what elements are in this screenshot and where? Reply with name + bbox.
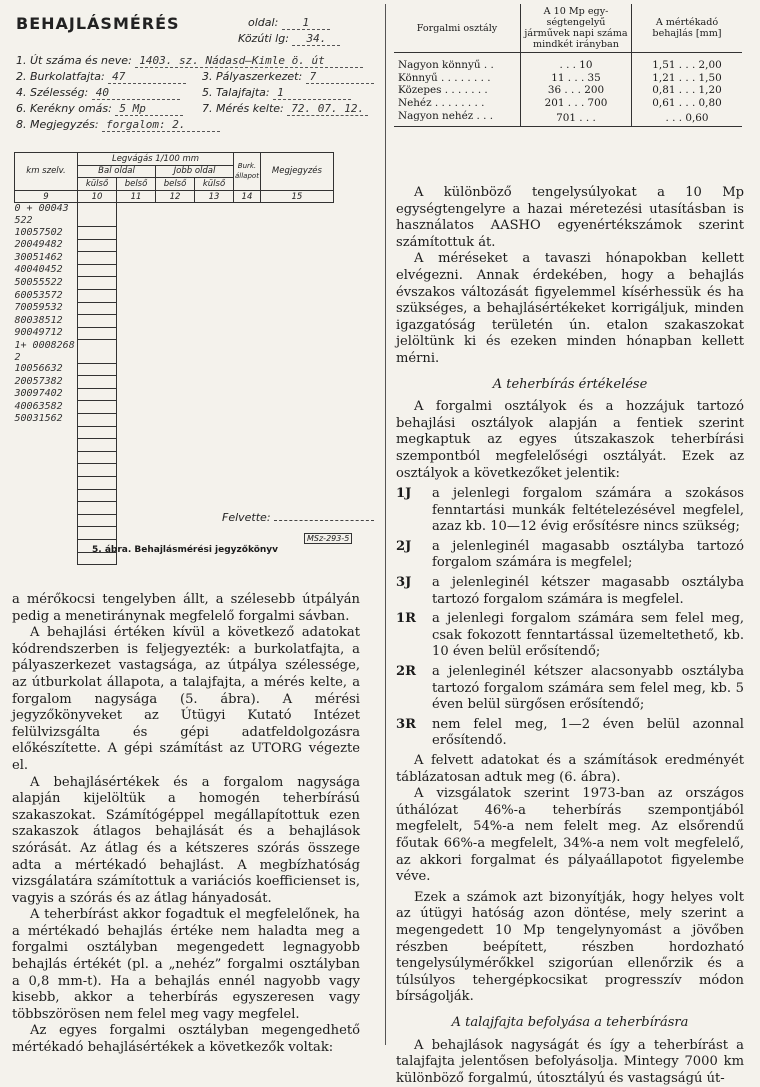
km-header: km szelv. [15,153,78,191]
grid-cell: 56 [33,363,45,375]
recorded-by: Felvette: [222,511,374,524]
paragraph: A felvett adatokat és a számítások eredményét táblázatosan adtuk meg (6. ábra). [396,753,744,786]
grid-row [15,401,334,414]
grid-row [15,290,334,303]
district-field: Közúti lg: 34. [238,32,340,46]
right-side-header: Jobb oldal [156,165,234,178]
paragraph: A vizsgálatok szerint 1973-ban az országos úthálózat 46%-a teherbírás szempontjából megfelelt, 54%-a nem felelt meg. Az elsőrendű főutak 66%-a megfelelt, 34%-a nem volt megfelelő, az akkori forgalmat és pályaállapotot figyelembe véve. [396,786,744,886]
grid-cell: 63 [33,401,45,413]
grid-cell [78,426,117,439]
table-row: Nagyon könnyű . . . . . 10 1,51 . . . 2,00 [394,53,742,72]
grid-cell [78,227,117,240]
km-cell: 400 [15,264,33,276]
grid-cell [78,514,117,527]
paragraph: a mérőkocsi tengelyben állt, a szélesebb útpályán pedig a menetiránynak megfelelő forgalmi sávban. [12,592,360,625]
grid-cell [78,464,117,477]
grid-cell [78,413,117,426]
grid-row [15,376,334,389]
grid-row [15,413,334,426]
grid-cell: 40 [45,388,57,400]
field-pavement-type: 2. Burkolatfajta: 47 [16,70,186,84]
page-field: oldal: 1 [248,16,330,30]
grid-cell: 2 [57,302,63,314]
paragraph: A behajlások nagyságát és így a teherbírást a talajfajta jelentősen befolyásolja. Mintegy 7000 km különböző forgalmú, útosztályú és vastagságú út- [396,1038,744,1087]
km-cell: 200 [15,376,33,388]
grid-row [15,315,334,328]
field-note: 8. Megjegyzés: forgalom: 2. [16,118,220,132]
km-cell: 100 [15,227,33,239]
grid-cell: 2 [57,264,63,276]
grid-row [15,327,334,340]
grid-cell [78,527,117,540]
grid-cell [78,290,117,303]
grid-cell: 53 [45,302,57,314]
right-outer-header: külső [195,178,234,191]
grid-cell [78,489,117,502]
grid-cell: 40 [33,264,45,276]
header-class: Forgalmi osztály [394,4,521,53]
note-header: Megjegyzés [260,153,333,191]
grid-row [15,203,334,227]
grid-cell: 51 [33,252,45,264]
grid-cell [78,239,117,252]
field-width: 4. Szélesség: 40 [16,86,180,100]
section-heading: A teherbírás értékelése [396,377,744,394]
standard-stamp: MSz-293-5 [304,533,352,544]
grid-row [15,451,334,464]
grid-row [15,340,334,363]
grid-cell: 55 [33,277,45,289]
grid-cell [78,451,117,464]
left-inner-header: belső [117,178,156,191]
table-row: Nehéz . . . . . . . . 201 . . . 700 0,61 . . . 0,80 [394,97,742,110]
grid-cell: 48 [45,239,57,251]
grid-cell: 43 [57,203,69,215]
grid-cell: 49 [33,239,45,251]
grid-cell [78,203,117,227]
km-cell: 300 [15,252,33,264]
grid-cell: 97 [33,388,45,400]
grid-cell: 38 [33,315,45,327]
grid-cell: 52 [15,215,27,227]
list-item: 2J a jelenleginél magasabb osztályba tartozó forgalom számára is megfelel; [396,539,744,572]
grid-cell [78,277,117,290]
grid-cell: 45 [45,264,57,276]
col-number: 9 [15,190,78,203]
grid-cell [78,363,117,376]
grid-row [15,252,334,265]
km-cell: 100 [15,363,33,375]
grid-row [15,464,334,477]
paragraph: A méréseket a tavaszi hónapokban kellett elvégezni. Annak érdekében, hogy a behajlás évszakos változását figyelemmel kísérhessük és ha szükséges, a behajlásértékeket korrigáljuk, minden igazgatóság területén ún. etalon szakaszokat jelöltünk ki és ezeken minden hónapban kellett mérni. [396,251,744,367]
grid-row [15,227,334,240]
column-divider [385,4,386,1045]
km-cell: 500 [15,277,33,289]
grid-cell: 63 [45,363,57,375]
grid-cell [78,264,117,277]
grid-cell [78,252,117,265]
table-row: Könnyű . . . . . . . . 11 . . . 35 1,21 . . . 1,50 [394,72,742,85]
grid-cell: 46 [45,252,57,264]
grid-cell [78,302,117,315]
col-number: 14 [234,190,261,203]
grid-cell [78,376,117,389]
field-road: 1. Út száma és neve: 1403. sz. Nádasd–Kimle ö. út [16,54,363,68]
grid-cell: 59 [33,302,45,314]
grid-cell: 2 [57,413,63,425]
km-cell: 0 + 000 [15,203,57,215]
measurement-form [6,8,376,526]
grid-cell: 2 [57,277,63,289]
table-row: Közepes . . . . . . . 36 . . . 200 0,81 . . . 1,20 [394,84,742,97]
header-vehicles: A 10 Mp egy-ségtengelyű járművek napi száma mindkét irányban [521,4,632,53]
paragraph: A különböző tengelysúlyokat a 10 Mp egységtengelyre a hazai méretezési utasításban is használatos AASHO egyenértékszámok szerint számítottuk át. [396,185,744,251]
grid-cell: 51 [45,315,57,327]
class-list [396,486,744,750]
grid-row [15,302,334,315]
section-heading: A talajfajta befolyása a teherbírásra [396,1015,744,1032]
field-wheel-load: 6. Kerékny omás: 5 Mp [16,102,183,116]
list-item: 1J a jelenlegi forgalom számára a szokásos fenntartási munkák feltételezésével megfelel, azaz kb. 10—12 évig erősítésre nincs szükség; [396,486,744,536]
km-cell: 600 [15,290,33,302]
grid-cell: 49 [33,327,45,339]
form-title: BEHAJLÁSMÉRÉS [16,14,180,33]
list-item: 2R a jelenleginél kétszer alacsonyabb osztályba tartozó forgalom számára sem felel meg, kb. 5 éven belül sürgősen erősítendő; [396,664,744,714]
grid-cell [78,401,117,414]
condition-header: Burk. állapot [234,153,261,191]
grid-cell: 2 [57,315,63,327]
grid-cell [78,502,117,515]
km-cell: 200 [15,239,33,251]
grid-cell: 2 [27,215,33,227]
grid-cell [78,327,117,340]
col-number: 11 [117,190,156,203]
grid-row [15,426,334,439]
list-item: 3R nem felel meg, 1—2 éven belül azonnal erősítendő. [396,717,744,750]
list-item: 1R a jelenlegi forgalom számára sem felel meg, csak fokozott fenntartással üzemeltethető, kb. 10 éven belül erősítendő; [396,611,744,661]
district-value: 34. [292,32,340,46]
grid-cell: 2 [57,327,63,339]
page-value: 1 [282,16,330,30]
left-text-column [12,592,360,1057]
grid-cell: 31 [33,413,45,425]
grid-row [15,363,334,376]
grid-cell [78,439,117,452]
grid-cell: 57 [33,376,45,388]
grid-cell: 2 [57,239,63,251]
grid-cell: 50 [45,227,57,239]
km-cell: 700 [15,302,33,314]
grid-cell: 56 [45,413,57,425]
km-cell: 800 [15,315,33,327]
grid-row [15,239,334,252]
right-inner-header: belső [156,178,195,191]
paragraph: A teherbírást akkor fogadtuk el megfelelőnek, ha a mértékadó behajlás értéke nem haladta meg a forgalmi osztályban megengedett legnagyobb behajlás értékét (pl. a „nehéz” forgalmi osztályban a 0,8 mm-t). Ha a behajlás ennél nagyobb vagy kisebb, akkor a teherbírás egyszeresen vagy többszörösen nem felel meg vagy megfelel. [12,907,360,1023]
grid-cell [78,315,117,328]
grid-cell: 2 [57,290,63,302]
header-deflection: A mértékadó behajlás [mm] [632,4,743,53]
grid-cell: 2 [57,227,63,239]
col-number: 10 [78,190,117,203]
grid-cell: 68 [63,340,75,352]
grid-row [15,489,334,502]
table-row: Nagyon nehéz . . . 701 . . . . . . 0,60 [394,109,742,126]
grid-row [15,439,334,452]
grid-cell: 38 [45,376,57,388]
col-number: 12 [156,190,195,203]
grid-cell: 71 [45,327,57,339]
grid-cell: 2 [57,376,63,388]
grid-row [15,476,334,489]
grid-row [15,264,334,277]
field-date: 7. Mérés kelte: 72. 07. 12. [202,102,368,116]
grid-row [15,277,334,290]
grid-cell: 2 [15,352,21,364]
deflection-header: Legvágás 1/100 mm [78,153,234,166]
paragraph: A behajlási értéken kívül a következő adatokat kódrendszerben is feljegyezték: a burkolatfajta, a pályaszerkezet vastagsága, az útpálya szélessége, az útburkolat állapota, a talajfajta, a mérés kelte, a forgalom nagysága (5. ábra). A mérési jegyzőkönyveket az Útügyi Kutató Intézet felülvizsgálta és gépi adatfeldolgozásra előkészítette. A gépi számítást az UTORG végezte el. [12,625,360,774]
traffic-class-table [394,4,742,127]
grid-cell: 2 [57,388,63,400]
left-outer-header: külső [78,178,117,191]
grid-cell: 2 [57,401,63,413]
grid-cell [78,476,117,489]
km-cell: 400 [15,401,33,413]
grid-cell: 2 [57,252,63,264]
paragraph: A forgalmi osztályok és a hozzájuk tartozó behajlási osztályok alapján a fentiek szerint megkaptuk az egyes útszakaszok teherbírási szempontból megfelelőségi osztályát. Ezek az osztályok a következőket jelentik: [396,399,744,482]
grid-cell: 57 [45,290,57,302]
field-soil: 5. Talajfajta: 1 [202,86,351,100]
paragraph: Az egyes forgalmi osztályban megengedhető mértékadó behajlásértékek a következők voltak: [12,1023,360,1056]
figure-caption: 5. ábra. Behajlásmérési jegyzőkönyv [92,545,278,555]
grid-cell [78,340,117,363]
deflection-grid [14,152,334,565]
grid-cell [78,388,117,401]
km-cell: 500 [15,413,33,425]
grid-cell: 58 [45,401,57,413]
km-cell: 900 [15,327,33,339]
grid-cell: 57 [33,227,45,239]
field-structure: 3. Pályaszerkezet: 7 [202,70,374,84]
col-number: 15 [260,190,333,203]
paragraph: Ezek a számok azt bizonyítják, hogy helyes volt az útügyi hatóság azon döntése, mely szerint a megengedett 10 Mp tengelynyomást a jövőben részben beépített, részben hordozható tengelysúlymérőkkel szigorúan ellenőrzik és a túlsúlyos tehergépkocsikat progresszív módon bírságolják. [396,890,744,1006]
grid-cell: 2 [57,363,63,375]
paragraph: A behajlásértékek és a forgalom nagysága alapján kijelöltük a homogén teherbírású szakaszokat. Számítógéppel megállapítottuk ezen szakaszok átlagos behajlását és a behajlások szórását. Az átlag és a kétszeres szórás összege adta a mértékadó behajlást. A megbízhatóság vizsgálatára számítottuk a variációs koefficienset is, vagyis a szórás és az átlag hányadosát. [12,775,360,908]
left-side-header: Bal oldal [78,165,156,178]
km-cell: 1+ 000 [15,340,51,352]
col-number: 13 [195,190,234,203]
grid-row [15,527,334,540]
grid-cell: 52 [45,277,57,289]
right-text-column [396,185,744,1087]
km-cell: 300 [15,388,33,400]
grid-cell: 82 [51,340,63,352]
list-item: 3J a jelenleginél kétszer magasabb osztályba tartozó forgalom számára is megfelel. [396,575,744,608]
grid-cell: 53 [33,290,45,302]
grid-row [15,388,334,401]
